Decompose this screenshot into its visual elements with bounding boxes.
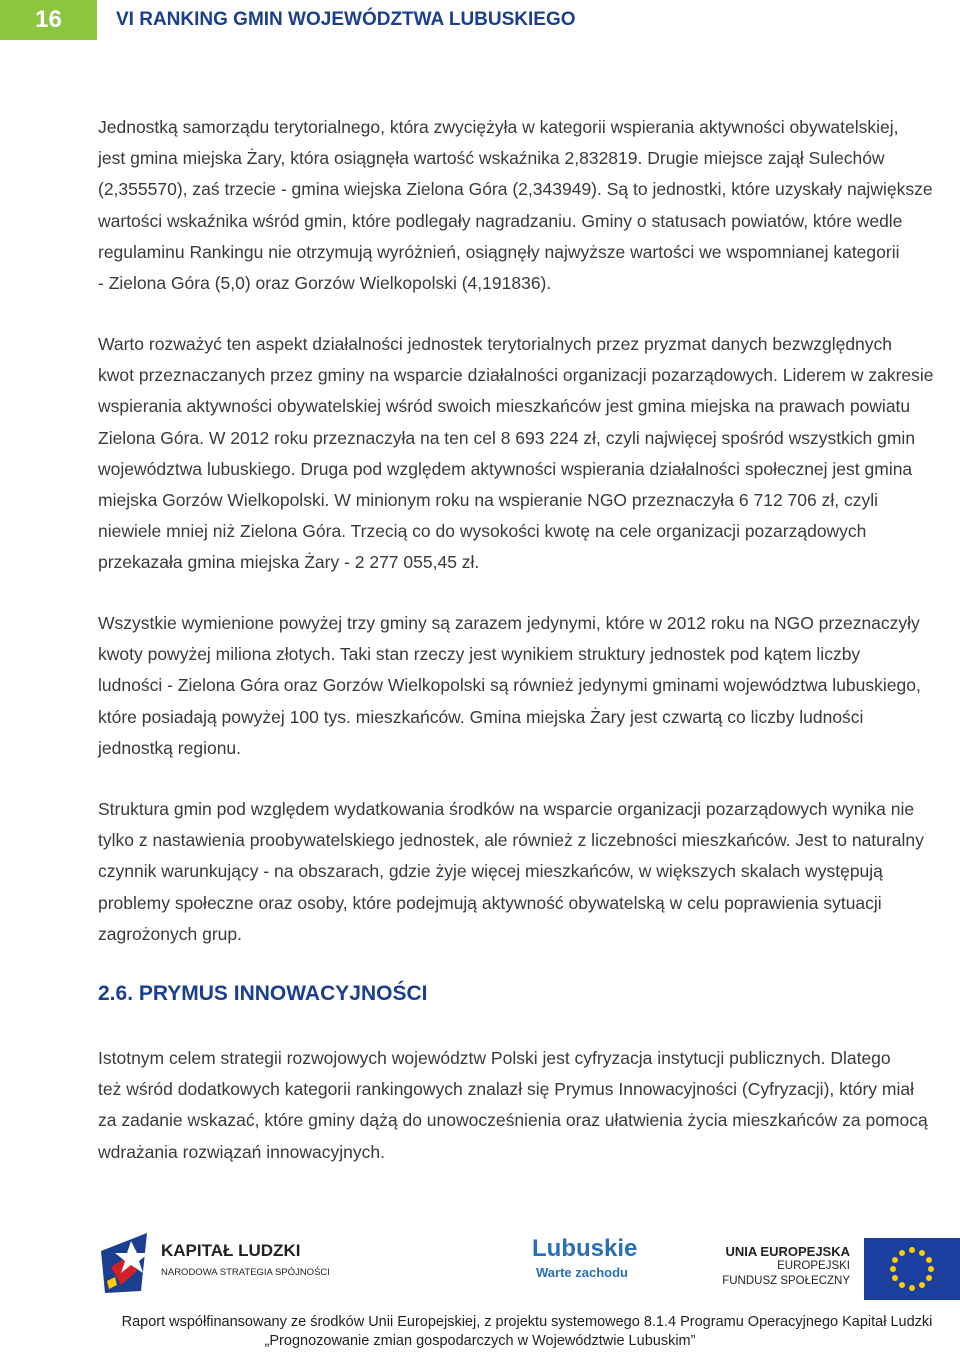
text-line: przekazała gmina miejska Żary - 2 277 055,45 zł. <box>98 552 480 573</box>
paragraph-4 <box>98 794 924 950</box>
kapital-ludzki-logo <box>97 1227 347 1297</box>
text-line: też wśród dodatkowych kategorii rankingowych znalazł się Prymus Innowacyjności (Cyfryzacji), który miał <box>98 1079 914 1100</box>
text-line: kwot przeznaczanych przez gminy na wsparcie działalności organizacji pozarządowych. Liderem w zakresie <box>98 365 934 386</box>
text-line: problemy społeczne oraz osoby, które podejmują aktywność obywatelską w celu poprawienia sytuacji <box>98 892 882 913</box>
paragraph-5 <box>98 1043 928 1168</box>
text-line: ludności - Zielona Góra oraz Gorzów Wielkopolski są również jedynymi gminami województwa lubuskiego, <box>98 675 921 696</box>
kapital-ludzki-title: KAPITAŁ LUDZKI <box>161 1241 301 1260</box>
lubuskie-logo <box>520 1233 660 1293</box>
page-header <box>0 0 960 40</box>
text-line: województwa lubuskiego. Druga pod względem aktywności wspierania działalności społecznej jest gmina <box>98 458 913 479</box>
text-line: wdrażania rozwiązań innowacyjnych. <box>98 1141 385 1162</box>
paragraph-3 <box>98 608 921 764</box>
text-line: Jednostką samorządu terytorialnego, która zwyciężyła w kategorii wspierania aktywności obywatelskiej, <box>98 117 899 137</box>
header-title: VI RANKING GMIN WOJEWÓDZTWA LUBUSKIEGO <box>116 9 576 30</box>
kapital-ludzki-emblem-icon <box>97 1227 157 1297</box>
text-line: - Zielona Góra (5,0) oraz Gorzów Wielkopolski (4,191836). <box>98 273 552 294</box>
text-line: Warto rozważyć ten aspekt działalności jednostek terytorialnych przez pryzmat danych bezwzględnych <box>98 334 893 354</box>
text-line: jest gmina miejska Żary, która osiągnęła wartość wskaźnika 2,832819. Drugie miejsce zajął Sulechów <box>98 148 885 169</box>
text-line: regulaminu Rankingu nie otrzymują wyróżnień, osiągnęły najwyższe wartości we wspomnianej kategorii <box>98 241 900 262</box>
text-line: kwoty powyżej miliona złotych. Taki stan rzeczy jest wynikiem struktury jednostek pod kątem liczby <box>98 644 861 665</box>
main-content <box>98 112 960 1162</box>
lubuskie-subtitle: Warte zachodu <box>536 1265 628 1280</box>
page-number: 16 <box>0 0 97 40</box>
text-line: jednostką regionu. <box>98 737 242 758</box>
text-line: za zadanie wskazać, które gminy dążą do unowocześnienia oraz ułatwienia życia mieszkańców za pomocą <box>98 1110 928 1131</box>
kapital-ludzki-subtitle: NARODOWA STRATEGIA SPÓJNOŚCI <box>161 1267 330 1278</box>
text-line: miejska Gorzów Wielkopolski. W minionym roku na wspieranie NGO przeznaczyła 6 712 706 zł, czyli <box>98 490 878 511</box>
eu-text <box>722 1244 850 1289</box>
eu-line-1: UNIA EUROPEJSKA <box>725 1244 850 1259</box>
footer-line-2: „Prognozowanie zmian gospodarczych w Województwie Lubuskim” <box>264 1333 696 1349</box>
eu-line-2: EUROPEJSKI <box>777 1260 850 1272</box>
text-line: Zielona Góra. W 2012 roku przeznaczyła na ten cel 8 693 224 zł, czyli najwięcej spośród wszystkich gmin <box>98 427 916 448</box>
text-line: (2,355570), zaś trzecie - gmina wiejska Zielona Góra (2,343949). Są to jednostki, które uzyskały największe <box>98 179 933 200</box>
text-line: wartości wskaźnika wśród gmin, które podlegały nagradzaniu. Gminy o statusach powiatów, które wedle <box>98 210 903 231</box>
paragraph-1 <box>98 112 960 299</box>
paragraph-2 <box>98 329 934 579</box>
text-line: niewiele mniej niż Zielona Góra. Trzecią co do wysokości kwotę na cele organizacji pozarządowych <box>98 521 867 542</box>
footer-line-1: Raport współfinansowany ze środków Unii Europejskiej, z projektu systemowego 8.1.4 Programu Operacyjnego Kapitał Ludzki <box>121 1314 933 1330</box>
eu-flag-icon <box>864 1238 960 1300</box>
text-line: Struktura gmin pod względem wydatkowania środków na wsparcie organizacji pozarządowych wynika nie <box>98 799 915 819</box>
text-line: wspierania aktywności obywatelskiej wśród swoich mieszkańców jest gmina miejska na prawach powiatu <box>98 396 911 417</box>
text-line: Istotnym celem strategii rozwojowych województw Polski jest cyfryzacja instytucji publicznych. Dlatego <box>98 1048 891 1068</box>
eu-logo <box>718 1238 960 1298</box>
eu-line-3: FUNDUSZ SPOŁECZNY <box>722 1275 850 1287</box>
text-line: tylko z nastawienia proobywatelskiego jednostek, ale również z liczebności mieszkańców. Jest to naturalny <box>98 830 924 851</box>
text-line: zagrożonych grup. <box>98 923 242 944</box>
section-heading: 2.6. PRYMUS INNOWACYJNOŚCI <box>98 982 428 1005</box>
lubuskie-title: Lubuskie <box>532 1235 638 1262</box>
text-line: czynnik warunkujący - na obszarach, gdzie żyje więcej mieszkańców, w większych skalach występują <box>98 861 883 882</box>
text-line: Wszystkie wymienione powyżej trzy gminy są zarazem jedynymi, które w 2012 roku na NGO przeznaczyły <box>98 613 920 633</box>
text-line: które posiadają powyżej 100 tys. mieszkańców. Gmina miejska Żary jest czwartą co liczby ludności <box>98 706 864 727</box>
